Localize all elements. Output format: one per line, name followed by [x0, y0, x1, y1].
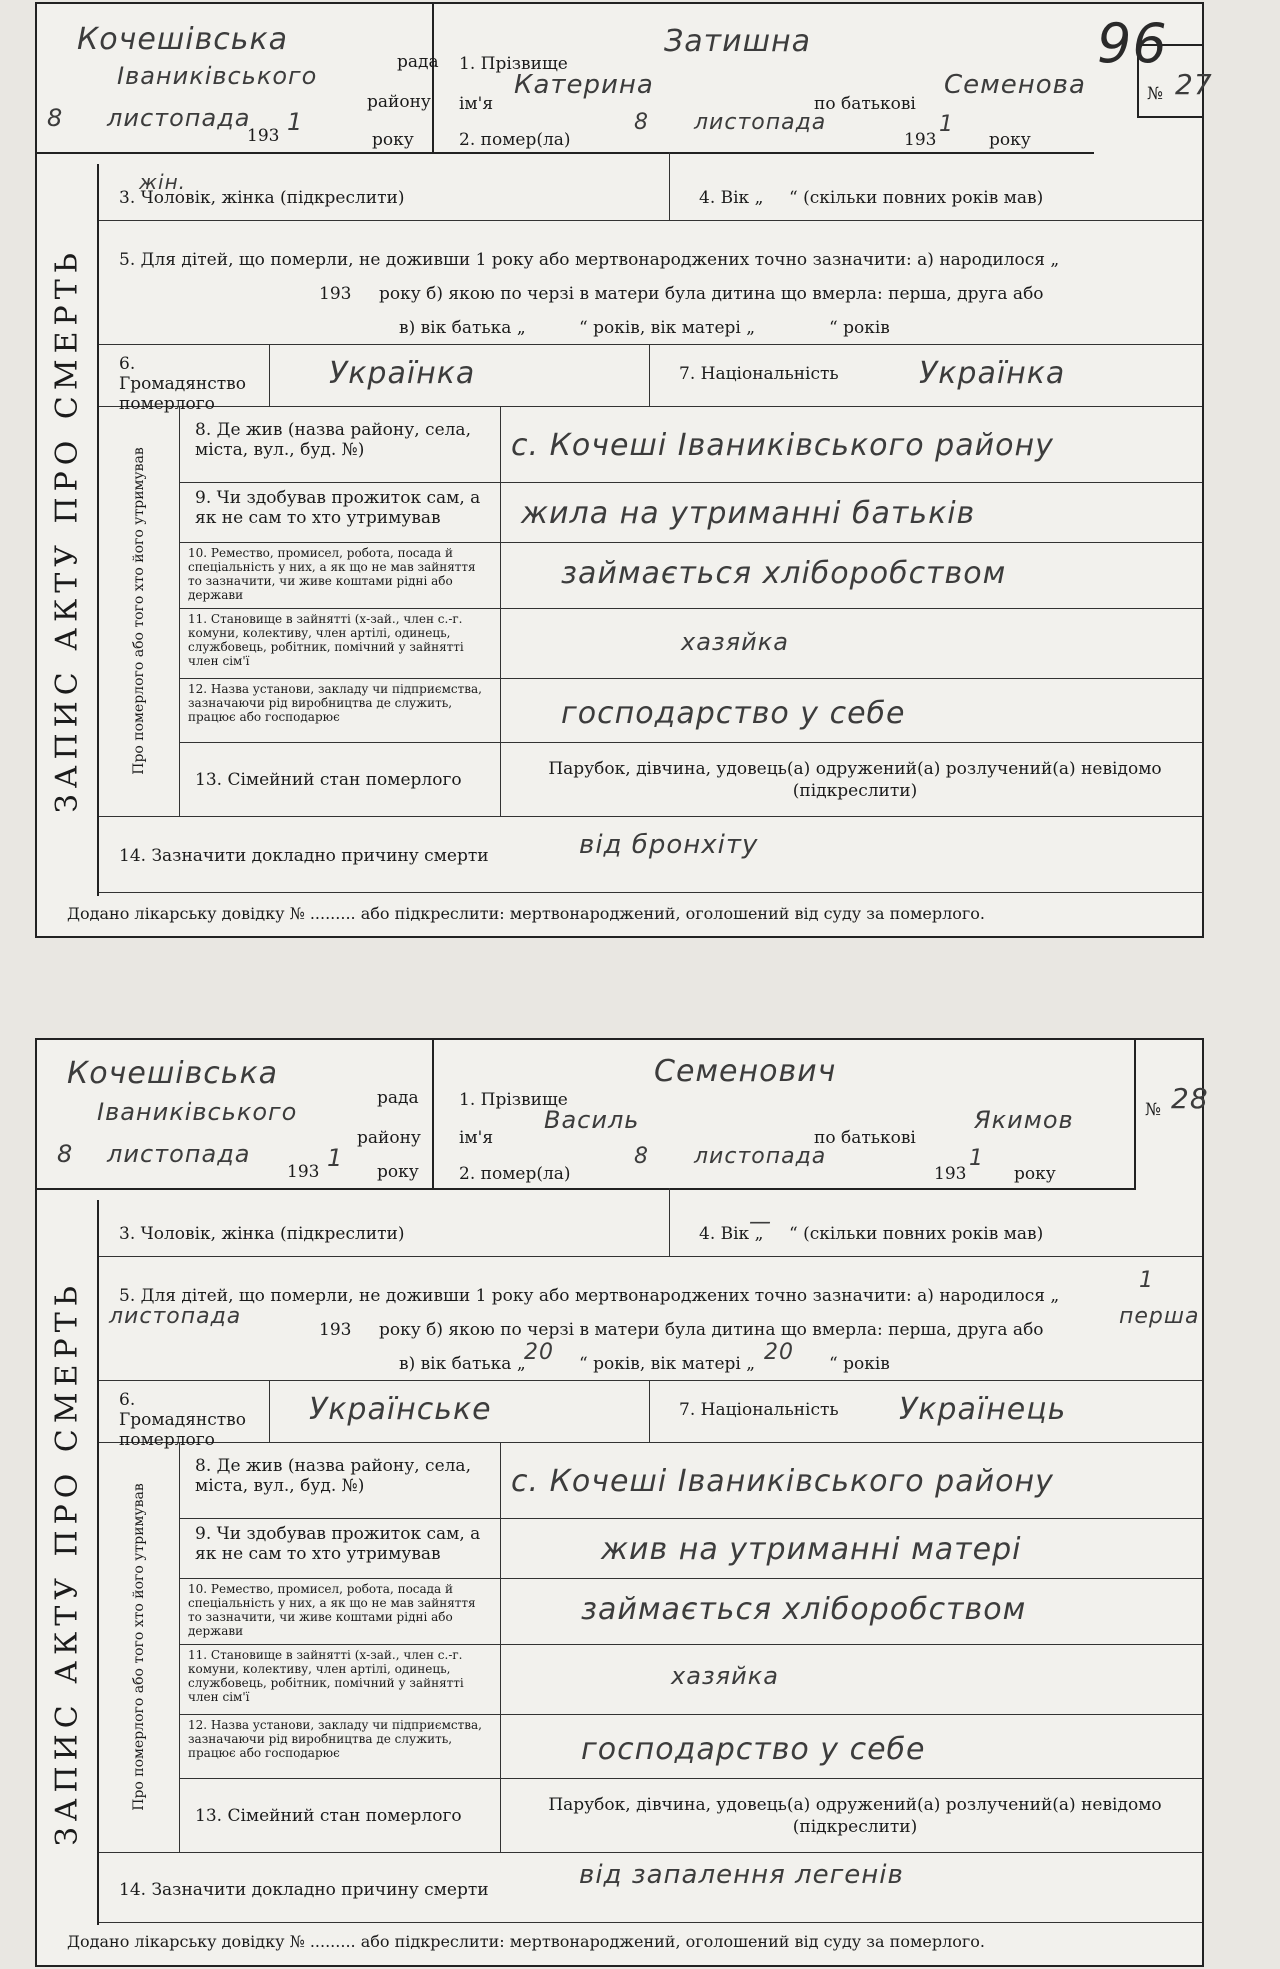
rayon-label: району: [367, 92, 431, 112]
children-line2-year: 193: [319, 284, 352, 304]
footer-note: Додано лікарську довідку № ......... або підкреслити: мертвонароджений, оголошений від суду за померлого.: [67, 904, 985, 923]
row-sex-age: [99, 1188, 1202, 1257]
values-column: [501, 1442, 1202, 1853]
status-value: хазяйка: [681, 628, 789, 656]
row-cause: [99, 816, 1202, 893]
surname-label: 1. Прізвище: [459, 54, 568, 74]
died-day: 8: [634, 110, 649, 135]
about-column: [99, 1442, 180, 1853]
lived-label: 8. Де жив (назва району, села, міста, вул., буд. №): [195, 1456, 471, 1496]
cause-label: 14. Зазначити докладно причину смерти: [119, 1880, 489, 1900]
number-value: 28: [1171, 1082, 1209, 1115]
age-suffix: “ (скільки повних років мав): [789, 188, 1044, 208]
institution-label: 12. Назва установи, закладу чи підприємства, зазначаючи рід виробництва де служить, працює або господарює: [188, 682, 482, 724]
header-left: [37, 1040, 434, 1190]
name-value: Василь: [544, 1106, 640, 1134]
nationality-value: Українець: [899, 1392, 1067, 1427]
cause-value: від бронхіту: [579, 830, 759, 860]
children-line3c: “ років: [829, 1354, 890, 1374]
income-value: жив на утриманні матері: [601, 1532, 1022, 1567]
children-line3: в) вік батька „: [399, 1354, 526, 1374]
lived-value: с. Кочеші Іваниківського району: [511, 428, 1054, 463]
date-day: 8: [57, 1140, 74, 1168]
children-line2: року б) якою по черзі в матери була дитина що вмерла: перша, друга або: [379, 284, 1044, 304]
institution-value: господарство у себе: [581, 1732, 926, 1767]
died-year: 1: [969, 1146, 984, 1171]
children-line2: року б) якою по черзі в матери була дитина що вмерла: перша, друга або: [379, 1320, 1044, 1340]
marital-options: Парубок, дівчина, удовець(а) одружений(а) розлучений(а) невідомо (підкреслити): [548, 759, 1162, 801]
status-value: хазяйка: [671, 1662, 779, 1690]
header-middle: [434, 1040, 1136, 1190]
divider: [269, 344, 270, 406]
header-left: [37, 4, 439, 154]
number-box: [1137, 1060, 1209, 1140]
name-label: ім'я: [459, 94, 494, 114]
died-label: 2. помер(ла): [459, 130, 571, 150]
row-children: [99, 220, 1202, 345]
year-label: року: [377, 1162, 419, 1182]
died-year-label: року: [1014, 1164, 1056, 1184]
children-order: перша: [1119, 1304, 1200, 1329]
date-month: листопада: [107, 104, 251, 132]
divider: [669, 1188, 670, 1256]
nationality-label: 7. Національність: [679, 364, 839, 384]
divider: [269, 1380, 270, 1442]
died-year-prefix: 193: [904, 130, 937, 150]
died-year-prefix: 193: [934, 1164, 967, 1184]
trade-label: 10. Ремество, промисел, робота, посада й спеціальність у них, а як що не мав зайняття то зазначити, чи живе коштами рідні або держави: [188, 1582, 476, 1638]
patronymic-label: по батькові: [814, 1128, 916, 1148]
patronymic-value: Семенова: [944, 70, 1086, 100]
rada-value: Кочешівська: [67, 1056, 278, 1091]
row-cause: [99, 1852, 1202, 1923]
death-record-card-2: [35, 1038, 1209, 1967]
status-label: 11. Становище в зайнятті (х-зай., член с.-г. комуни, колективу, член артілі, одинець, службовець, робітник, помічний у зайнятті член сім'ї: [188, 1648, 464, 1704]
labels-column: [180, 406, 501, 817]
status-label: 11. Становище в зайнятті (х-зай., член с.-г. комуни, колективу, член артілі, одинець, службовець, робітник, помічний у зайнятті член сім'ї: [188, 612, 464, 668]
surname-label: 1. Прізвище: [459, 1090, 568, 1110]
patronymic-label: по батькові: [814, 94, 916, 114]
nationality-label: 7. Національність: [679, 1400, 839, 1420]
children-line3b: “ років, вік матері „: [579, 318, 756, 338]
children-month: листопада: [109, 1304, 242, 1329]
cause-value: від запалення легенів: [579, 1860, 904, 1890]
surname-value: Затишна: [664, 24, 812, 59]
marital-label: 13. Сімейний стан померлого: [195, 1806, 462, 1826]
income-label: 9. Чи здобував прожиток сам, а як не сам то хто утримував: [195, 488, 481, 528]
date-year: 1: [327, 1144, 344, 1172]
corner-mark: 96: [1097, 12, 1168, 75]
year-label: року: [372, 130, 414, 150]
institution-value: господарство у себе: [561, 696, 906, 731]
form-title: ЗАПИС АКТУ ПРО СМЕРТЬ: [49, 247, 85, 813]
children-line3c: “ років: [829, 318, 890, 338]
labels-column: [180, 1442, 501, 1853]
date-year-prefix: 193: [287, 1162, 320, 1182]
died-month: листопада: [694, 1144, 827, 1169]
children-line3b: “ років, вік матері „: [579, 1354, 756, 1374]
date-year-prefix: 193: [247, 126, 280, 146]
sex-value: жін.: [139, 170, 187, 194]
citizenship-value: Українка: [329, 356, 476, 391]
number-value: 27: [1175, 68, 1213, 101]
died-year-label: року: [989, 130, 1031, 150]
cause-label: 14. Зазначити докладно причину смерти: [119, 846, 489, 866]
citizenship-label: 6. Громадянство померлого: [119, 1390, 246, 1450]
age-suffix: “ (скільки повних років мав): [789, 1224, 1044, 1244]
age-value: —: [749, 1210, 772, 1235]
name-label: ім'я: [459, 1128, 494, 1148]
mother-age: 20: [764, 1340, 794, 1365]
trade-value: займається хліборобством: [561, 556, 1007, 591]
header-middle: [434, 4, 1094, 154]
divider: [649, 1380, 650, 1442]
values-column: [501, 406, 1202, 817]
form-title: ЗАПИС АКТУ ПРО СМЕРТЬ: [49, 1279, 85, 1846]
income-value: жила на утриманні батьків: [521, 496, 976, 531]
number-label: №: [1145, 1100, 1162, 1120]
children-line1: 5. Для дітей, що померли, не доживши 1 року або мертвонароджених точно зазначити: а) народилося „: [119, 250, 1060, 270]
date-day: 8: [47, 104, 64, 132]
row-sex-age: [99, 152, 1202, 221]
vertical-title: [37, 1200, 99, 1925]
death-record-card-1: [35, 2, 1213, 938]
children-line3: в) вік батька „: [399, 318, 526, 338]
died-year: 1: [939, 112, 954, 137]
date-month: листопада: [107, 1140, 251, 1168]
vertical-title: [37, 164, 99, 896]
rayon-value: Іваниківського: [97, 1098, 298, 1126]
rada-label: рада: [397, 52, 439, 72]
citizenship-value: Українське: [309, 1392, 492, 1427]
about-label: Про померлого або того хто його утримував: [131, 447, 147, 775]
row-children: [99, 1256, 1202, 1381]
children-born: 1: [1139, 1268, 1154, 1293]
marital-options: Парубок, дівчина, удовець(а) одружений(а) розлучений(а) невідомо (підкреслити): [548, 1795, 1162, 1837]
footer-note: Додано лікарську довідку № ......... або підкреслити: мертвонароджений, оголошений від суду за померлого.: [67, 1932, 985, 1951]
divider: [669, 152, 670, 220]
rayon-value: Іваниківського: [117, 62, 318, 90]
citizenship-label: 6. Громадянство померлого: [119, 354, 246, 414]
rada-value: Кочешівська: [77, 22, 288, 57]
nationality-value: Українка: [919, 356, 1066, 391]
died-month: листопада: [694, 110, 827, 135]
row-citizenship: [99, 1380, 1202, 1450]
marital-label: 13. Сімейний стан померлого: [195, 770, 462, 790]
children-line1: 5. Для дітей, що померли, не доживши 1 року або мертвонароджених точно зазначити: а) народилося „: [119, 1286, 1060, 1306]
lived-label: 8. Де жив (назва району, села, міста, вул., буд. №): [195, 420, 471, 460]
died-label: 2. помер(ла): [459, 1164, 571, 1184]
age-label: 4. Вік „: [699, 188, 764, 208]
age-label: 4. Вік „: [699, 1224, 764, 1244]
rada-label: рада: [377, 1088, 419, 1108]
rayon-label: району: [357, 1128, 421, 1148]
patronymic-value: Якимов: [974, 1106, 1074, 1134]
about-label: Про померлого або того хто його утримував: [131, 1483, 147, 1811]
children-line2-year: 193: [319, 1320, 352, 1340]
lived-value: с. Кочеші Іваниківського району: [511, 1464, 1054, 1499]
sex-label: 3. Чоловік, жінка (підкреслити): [119, 188, 405, 208]
institution-label: 12. Назва установи, закладу чи підприємства, зазначаючи рід виробництва де служить, працює або господарює: [188, 1718, 482, 1760]
sex-label: 3. Чоловік, жінка (підкреслити): [119, 1224, 405, 1244]
about-column: [99, 406, 180, 817]
name-value: Катерина: [514, 70, 654, 100]
row-citizenship: [99, 344, 1202, 414]
trade-value: займається хліборобством: [581, 1592, 1027, 1627]
number-label: №: [1147, 84, 1164, 104]
father-age: 20: [524, 1340, 554, 1365]
trade-label: 10. Ремество, промисел, робота, посада й спеціальність у них, а як що не мав зайняття то зазначити, чи живе коштами рідні або держави: [188, 546, 476, 602]
income-label: 9. Чи здобував прожиток сам, а як не сам то хто утримував: [195, 1524, 481, 1564]
surname-value: Семенович: [654, 1054, 837, 1089]
died-day: 8: [634, 1144, 649, 1169]
divider: [649, 344, 650, 406]
date-year: 1: [287, 108, 304, 136]
